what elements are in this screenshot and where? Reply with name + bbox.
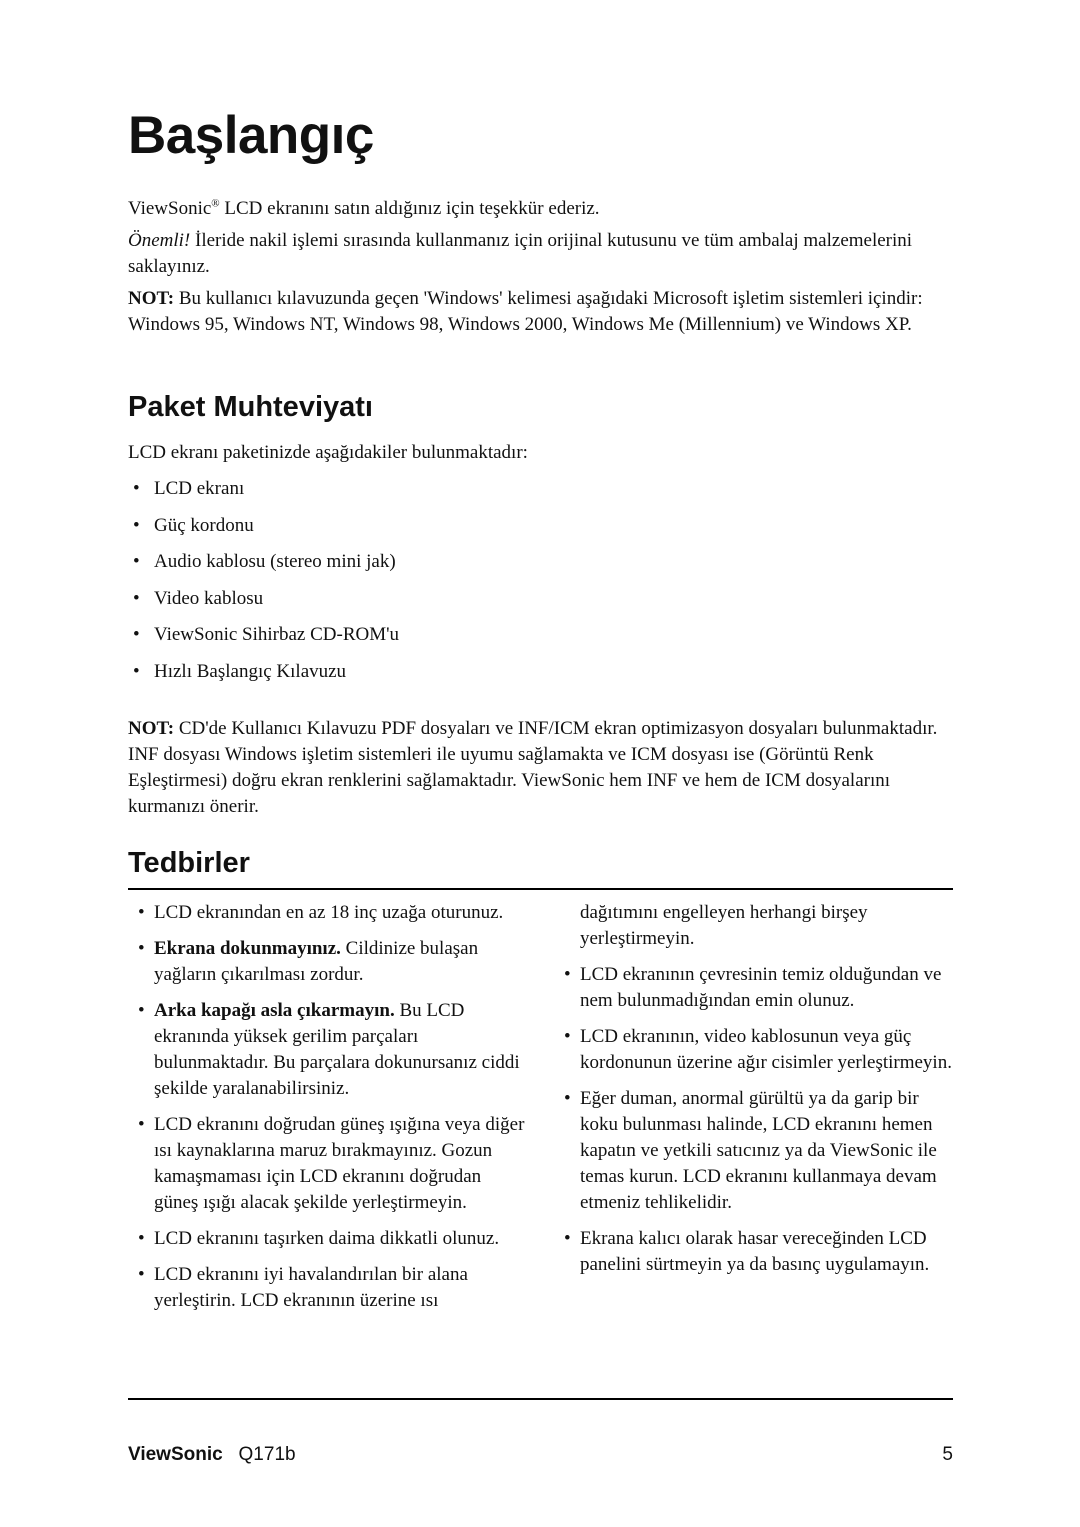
package-lead: LCD ekranı paketinizde aşağıdakiler bulunmaktadır: bbox=[128, 442, 528, 463]
cd-note-text: CD'de Kullanıcı Kılavuzu PDF dosyaları ve INF/ICM ekran optimizasyon dosyaları bulunmaktadır. INF dosyası Windows işletim sistemleri ile uyumu sağlamakta ve ICM dosyası ise (Görüntü Renk Eşleştirmesi) doğru ekran renklerini sağlamaktadır. ViewSonic hem INF ve hem de ICM dosyalarını kurmanızı önerir. bbox=[128, 718, 938, 817]
precaution-text: Ekrana kalıcı olarak hasar vereceğinden LCD panelini sürtmeyin ya da basınç uygulamayın. bbox=[580, 1228, 930, 1275]
package-item-text: ViewSonic Sihirbaz CD-ROM'u bbox=[154, 624, 400, 645]
precaution-bold: Arka kapağı asla çıkarmayın. bbox=[154, 1000, 395, 1021]
precautions-heading: Tedbirler bbox=[128, 847, 250, 879]
package-item bbox=[128, 586, 953, 612]
precaution-text: Cildinize bulaşan yağların çıkarılması zordur. bbox=[154, 938, 479, 985]
brand-text: ViewSonic bbox=[128, 198, 212, 219]
bullet-icon: • bbox=[138, 902, 145, 923]
precautions-right-column bbox=[554, 900, 953, 1288]
package-item bbox=[128, 513, 953, 539]
precaution-text: Eğer duman, anormal gürültü ya da garip bir koku bulunması halinde, LCD ekranını hemen kapatın ve yetkili satıcınız ya da ViewSonic ile temas kurun. LCD ekranını kullanmaya devam etmeniz tehlikelidir. bbox=[580, 1088, 937, 1213]
precaution-item bbox=[554, 1086, 953, 1216]
precaution-item bbox=[554, 1024, 953, 1076]
note-text: Bu kullanıcı kılavuzunda geçen 'Windows' kelimesi aşağıdaki Microsoft işletim sistemleri içindir: Windows 95, Windows NT, Windows 98, Windows 2000, Windows Me (Millennium) ve Windows XP. bbox=[128, 288, 923, 335]
footer-brand bbox=[128, 1444, 296, 1466]
package-item bbox=[128, 622, 953, 648]
precaution-text: LCD ekranından en az 18 inç uzağa oturunuz. bbox=[154, 902, 504, 923]
intro-section bbox=[128, 196, 953, 338]
footer-brand-name: ViewSonic bbox=[128, 1444, 223, 1465]
precaution-text: LCD ekranının, video kablosunun veya güç kordonunun üzerine ağır cisimler yerleştirmeyin. bbox=[580, 1026, 952, 1073]
page-title: Başlangıç bbox=[128, 106, 374, 165]
package-list bbox=[128, 476, 953, 685]
footer-model: Q171b bbox=[238, 1444, 296, 1465]
precaution-item bbox=[128, 1262, 528, 1314]
registered-mark: ® bbox=[211, 197, 220, 210]
important-label: Önemli! bbox=[128, 230, 191, 251]
bullet-icon: • bbox=[133, 514, 140, 536]
bullet-icon: • bbox=[133, 478, 140, 499]
precaution-text: LCD ekranını iyi havalandırılan bir alana yerleştirin. LCD ekranının üzerine ısı bbox=[154, 1264, 468, 1311]
important-paragraph bbox=[128, 228, 953, 280]
precautions-left-column bbox=[128, 900, 528, 1324]
document-page bbox=[128, 0, 953, 1527]
bullet-icon: • bbox=[564, 1228, 571, 1249]
precaution-text: LCD ekranını taşırken daima dikkatli olunuz. bbox=[154, 1228, 500, 1249]
precaution-bold: Ekrana dokunmayınız. bbox=[154, 938, 341, 959]
precaution-text: LCD ekranını doğrudan güneş ışığına veya diğer ısı kaynaklarına maruz bırakmayınız. Gozun kamaşmaması için LCD ekranını doğrudan güneş ışığı alacak şekilde yerleştirmeyin. bbox=[154, 1114, 525, 1213]
package-item-text: Audio kablosu (stereo mini jak) bbox=[154, 551, 396, 572]
package-item bbox=[128, 476, 953, 502]
bullet-icon: • bbox=[564, 964, 571, 985]
bullet-icon: • bbox=[138, 1000, 145, 1021]
bullet-icon: • bbox=[138, 1264, 145, 1285]
precautions-box bbox=[128, 888, 953, 1400]
precaution-continuation: dağıtımını engelleyen herhangi birşey yerleştirmeyin. bbox=[580, 902, 868, 949]
package-section bbox=[128, 440, 953, 695]
precautions-right-list bbox=[554, 900, 953, 1278]
note-label: NOT: bbox=[128, 288, 175, 309]
thanks-paragraph bbox=[128, 196, 953, 222]
package-item-text: LCD ekranı bbox=[154, 478, 245, 499]
precautions-left-list bbox=[128, 900, 528, 1314]
windows-note-paragraph bbox=[128, 286, 953, 338]
bullet-icon: • bbox=[564, 1088, 571, 1109]
bullet-icon: • bbox=[133, 660, 140, 682]
thanks-text: LCD ekranını satın aldığınız için teşekkür ederiz. bbox=[219, 198, 600, 219]
package-item bbox=[128, 659, 953, 685]
package-item-text: Güç kordonu bbox=[154, 514, 254, 536]
important-text: İleride nakil işlemi sırasında kullanmanız için orijinal kutusunu ve tüm ambalaj malzemelerini saklayınız. bbox=[128, 230, 913, 277]
bullet-icon: • bbox=[133, 587, 140, 609]
cd-note-label: NOT: bbox=[128, 718, 175, 739]
package-item-text: Hızlı Başlangıç Kılavuzu bbox=[154, 660, 347, 682]
page-number: 5 bbox=[942, 1444, 953, 1465]
precaution-item bbox=[128, 1112, 528, 1216]
bullet-icon: • bbox=[564, 1026, 571, 1047]
precaution-item bbox=[128, 1226, 528, 1252]
precaution-item bbox=[128, 936, 528, 988]
page-footer bbox=[128, 1444, 953, 1474]
precaution-item bbox=[554, 962, 953, 1014]
package-item-text: Video kablosu bbox=[154, 587, 264, 609]
bullet-icon: • bbox=[138, 938, 145, 959]
bullet-icon: • bbox=[133, 624, 140, 645]
bullet-icon: • bbox=[138, 1228, 145, 1249]
cd-note-section bbox=[128, 716, 953, 820]
package-item bbox=[128, 549, 953, 575]
precaution-item bbox=[128, 900, 528, 926]
cd-note-paragraph bbox=[128, 716, 953, 820]
precaution-text: Bu LCD ekranında yüksek gerilim parçaları bulunmaktadır. Bu parçalara dokunursanız ciddi şekilde yaralanabilirsiniz. bbox=[154, 1000, 520, 1099]
package-heading: Paket Muhteviyatı bbox=[128, 391, 373, 423]
bullet-icon: • bbox=[138, 1114, 145, 1135]
precaution-item bbox=[554, 1226, 953, 1278]
precaution-item bbox=[128, 998, 528, 1102]
precaution-text: LCD ekranının çevresinin temiz olduğundan ve nem bulunmadığından emin olunuz. bbox=[580, 964, 942, 1011]
bullet-icon: • bbox=[133, 551, 140, 572]
